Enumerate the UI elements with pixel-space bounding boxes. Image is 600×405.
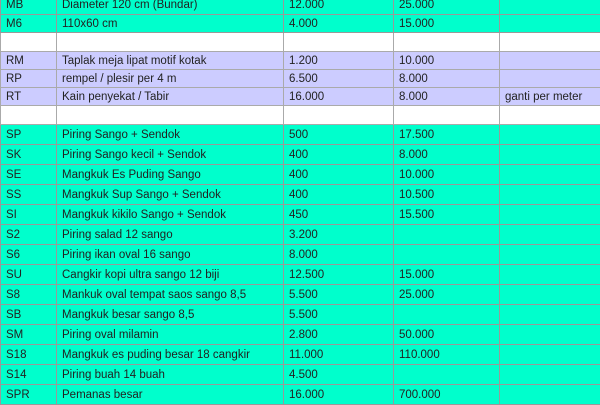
price-cell: 3.200: [284, 225, 394, 245]
empty-cell: [284, 106, 394, 125]
price-cell: 12.500: [284, 265, 394, 285]
note-cell: [500, 245, 600, 265]
group-separator-row: [1, 106, 600, 125]
item-name-cell: Mankuk oval tempat saos sango 8,5: [57, 285, 284, 305]
item-code-cell: SU: [1, 265, 57, 285]
price-cell-2: 10.500: [394, 185, 500, 205]
table-row: [1, 225, 600, 245]
item-name-cell: Piring oval milamin: [57, 325, 284, 345]
note-cell: ganti per meter: [500, 88, 600, 106]
group-separator-row: [1, 33, 600, 52]
price-cell-2: [394, 305, 500, 325]
table-row: [1, 325, 600, 345]
table-row: [1, 205, 600, 225]
price-cell-2: 50.000: [394, 325, 500, 345]
empty-cell: [394, 33, 500, 52]
price-cell: 450: [284, 205, 394, 225]
table-row: [1, 15, 600, 33]
item-name-cell: Mangkuk kikilo Sango + Sendok: [57, 205, 284, 225]
note-cell: [500, 0, 600, 15]
price-cell: 400: [284, 185, 394, 205]
item-name-cell: Piring salad 12 sango: [57, 225, 284, 245]
price-cell: 1.200: [284, 52, 394, 70]
price-cell-2: 8.000: [394, 145, 500, 165]
note-cell: [500, 205, 600, 225]
item-code-cell: SK: [1, 145, 57, 165]
price-table-body: [1, 0, 600, 405]
price-cell-2: 15.500: [394, 205, 500, 225]
item-name-cell: Diameter 120 cm (Bundar): [57, 0, 284, 15]
price-cell-2: [394, 245, 500, 265]
price-cell: 2.800: [284, 325, 394, 345]
item-code-cell: M6: [1, 15, 57, 33]
item-code-cell: RT: [1, 88, 57, 106]
note-cell: [500, 285, 600, 305]
price-cell-2: 10.000: [394, 52, 500, 70]
table-row: [1, 165, 600, 185]
table-row: [1, 52, 600, 70]
item-name-cell: Mangkuk Sup Sango + Sendok: [57, 185, 284, 205]
empty-cell: [1, 106, 57, 125]
table-row: [1, 88, 600, 106]
item-name-cell: 110x60 cm: [57, 15, 284, 33]
table-row: [1, 145, 600, 165]
price-cell-2: 25.000: [394, 0, 500, 15]
empty-cell: [394, 106, 500, 125]
item-code-cell: MB: [1, 0, 57, 15]
item-name-cell: rempel / plesir per 4 m: [57, 70, 284, 88]
price-cell-2: 10.000: [394, 165, 500, 185]
item-code-cell: RP: [1, 70, 57, 88]
empty-cell: [57, 106, 284, 125]
note-cell: [500, 15, 600, 33]
price-cell: 5.500: [284, 285, 394, 305]
item-code-cell: RM: [1, 52, 57, 70]
price-cell: 400: [284, 145, 394, 165]
note-cell: [500, 265, 600, 285]
item-name-cell: Piring Sango + Sendok: [57, 125, 284, 145]
item-name-cell: Piring buah 14 buah: [57, 365, 284, 385]
table-row: [1, 125, 600, 145]
note-cell: [500, 165, 600, 185]
table-row: [1, 345, 600, 365]
table-row: [1, 0, 600, 15]
note-cell: [500, 145, 600, 165]
table-row: [1, 265, 600, 285]
price-cell-2: 25.000: [394, 285, 500, 305]
price-cell: 400: [284, 165, 394, 185]
item-code-cell: SS: [1, 185, 57, 205]
item-code-cell: S14: [1, 365, 57, 385]
price-cell-2: 15.000: [394, 15, 500, 33]
note-cell: [500, 125, 600, 145]
item-code-cell: S18: [1, 345, 57, 365]
empty-cell: [57, 33, 284, 52]
price-cell-2: 17.500: [394, 125, 500, 145]
price-cell-2: [394, 225, 500, 245]
price-cell: 12.000: [284, 0, 394, 15]
empty-cell: [1, 33, 57, 52]
item-name-cell: Mangkuk besar sango 8,5: [57, 305, 284, 325]
item-name-cell: Mangkuk es puding besar 18 cangkir: [57, 345, 284, 365]
price-cell: 8.000: [284, 245, 394, 265]
item-code-cell: SPR: [1, 385, 57, 405]
note-cell: [500, 385, 600, 405]
price-cell: 11.000: [284, 345, 394, 365]
empty-cell: [500, 33, 600, 52]
note-cell: [500, 70, 600, 88]
price-cell-2: 700.000: [394, 385, 500, 405]
table-row: [1, 70, 600, 88]
item-code-cell: SP: [1, 125, 57, 145]
price-cell-2: 8.000: [394, 88, 500, 106]
table-row: [1, 245, 600, 265]
item-code-cell: SI: [1, 205, 57, 225]
note-cell: [500, 325, 600, 345]
price-cell: 16.000: [284, 88, 394, 106]
price-cell-2: [394, 365, 500, 385]
price-cell: 4.000: [284, 15, 394, 33]
note-cell: [500, 365, 600, 385]
empty-cell: [500, 106, 600, 125]
table-row: [1, 385, 600, 405]
price-cell: 4.500: [284, 365, 394, 385]
empty-cell: [284, 33, 394, 52]
item-name-cell: Kain penyekat / Tabir: [57, 88, 284, 106]
price-cell: 500: [284, 125, 394, 145]
item-name-cell: Pemanas besar: [57, 385, 284, 405]
table-row: [1, 365, 600, 385]
price-cell-2: 8.000: [394, 70, 500, 88]
item-code-cell: SB: [1, 305, 57, 325]
note-cell: [500, 225, 600, 245]
table-row: [1, 185, 600, 205]
item-code-cell: S2: [1, 225, 57, 245]
price-cell: 6.500: [284, 70, 394, 88]
item-name-cell: Taplak meja lipat motif kotak: [57, 52, 284, 70]
item-code-cell: SE: [1, 165, 57, 185]
table-row: [1, 305, 600, 325]
price-cell-2: 110.000: [394, 345, 500, 365]
item-name-cell: Cangkir kopi ultra sango 12 biji: [57, 265, 284, 285]
table-row: [1, 285, 600, 305]
item-name-cell: Piring Sango kecil + Sendok: [57, 145, 284, 165]
note-cell: [500, 185, 600, 205]
note-cell: [500, 345, 600, 365]
price-cell: 5.500: [284, 305, 394, 325]
item-name-cell: Mangkuk Es Puding Sango: [57, 165, 284, 185]
price-cell-2: 15.000: [394, 265, 500, 285]
item-code-cell: SM: [1, 325, 57, 345]
note-cell: [500, 52, 600, 70]
item-code-cell: S6: [1, 245, 57, 265]
item-name-cell: Piring ikan oval 16 sango: [57, 245, 284, 265]
price-cell: 16.000: [284, 385, 394, 405]
item-code-cell: S8: [1, 285, 57, 305]
note-cell: [500, 305, 600, 325]
